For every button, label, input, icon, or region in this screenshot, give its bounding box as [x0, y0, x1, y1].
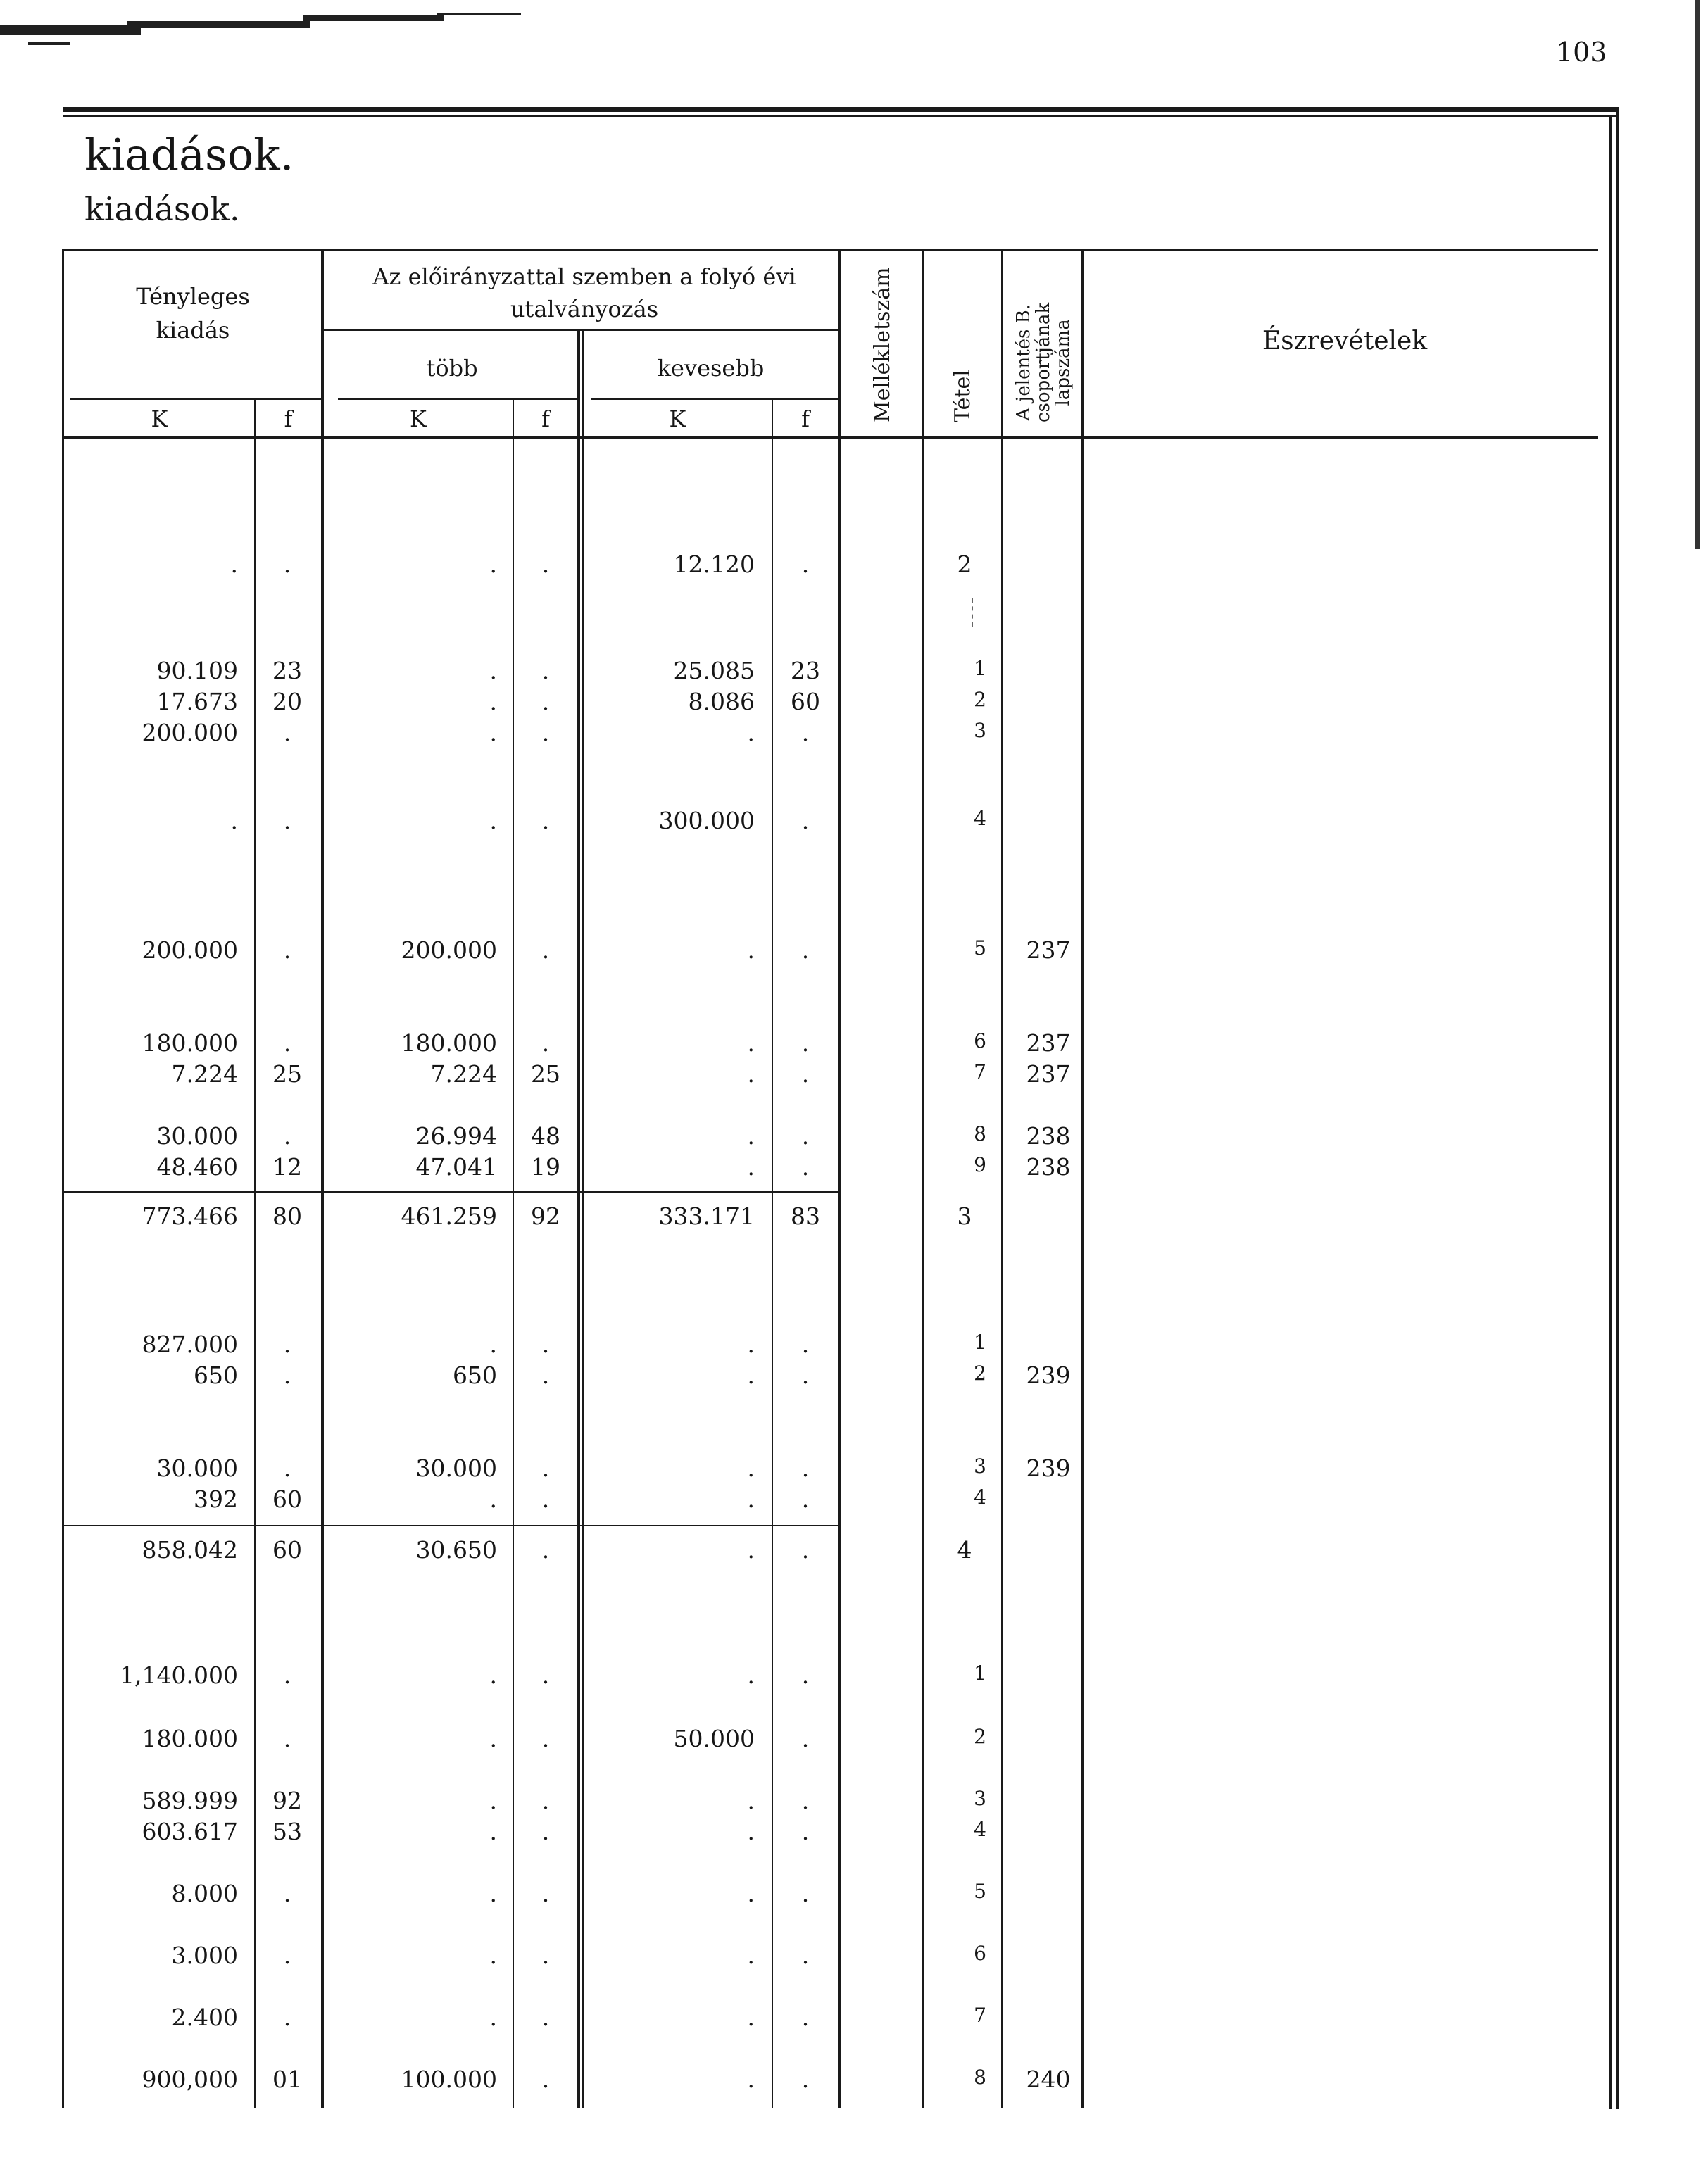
sum-rule-1 — [63, 1191, 838, 1193]
cell-less-f: . — [801, 1454, 810, 1482]
header-item: Tétel — [950, 370, 975, 422]
cell-page: 240 — [1026, 2066, 1071, 2093]
cell-item: 7 — [974, 2004, 986, 2027]
header-report-line1: A jelentés B. — [1013, 303, 1034, 421]
cell-item: 1 — [974, 657, 986, 680]
cell-more-k: . — [489, 1942, 497, 1969]
cell-less-k: 25.085 — [673, 657, 755, 684]
cell-more-f: . — [541, 1725, 550, 1752]
cell-more-f: . — [541, 1880, 550, 1907]
cell-actual-k: 589.999 — [142, 1787, 238, 1814]
cell-item: 6 — [974, 1942, 986, 1965]
header-remarks: Észrevételek — [1262, 327, 1428, 356]
cell-item: 6 — [974, 1029, 986, 1053]
cell-actual-f: 60 — [272, 1536, 302, 1564]
cell-less-k: . — [747, 2066, 755, 2093]
cell-more-k: 650 — [453, 1362, 497, 1389]
cell-item: 3 — [974, 1454, 986, 1478]
right-border-outer — [1616, 107, 1619, 2109]
cell-more-f: 19 — [531, 1153, 560, 1181]
cell-more-k: 200.000 — [401, 936, 497, 964]
cell-actual-k: . — [230, 807, 238, 834]
sum-rule-2 — [63, 1525, 838, 1526]
table-top-rule — [63, 249, 1598, 251]
cell-less-f: . — [801, 1029, 810, 1057]
cell-more-f: . — [541, 1536, 550, 1564]
section-title: kiadások. — [84, 129, 294, 180]
cell-actual-k: 90.109 — [156, 657, 238, 684]
cell-more-f: 48 — [531, 1122, 560, 1150]
cell-less-f: 23 — [791, 657, 820, 684]
cell-less-f: . — [801, 1661, 810, 1689]
cell-actual-k: 200.000 — [142, 719, 238, 746]
page-number: 103 — [1556, 37, 1607, 68]
cell-item: 3 — [974, 1787, 986, 1810]
cell-actual-k: 180.000 — [142, 1725, 238, 1752]
cell-item: 4 — [957, 1536, 972, 1564]
cell-actual-k: 858.042 — [142, 1536, 238, 1564]
cell-more-f: . — [541, 1485, 550, 1513]
header-actual-line2: kiadás — [156, 317, 230, 344]
header-bottom-rule — [63, 436, 1598, 439]
cell-item: 4 — [974, 1818, 986, 1841]
cell-actual-k: 3.000 — [171, 1942, 238, 1969]
col-line-more-end — [577, 331, 580, 2108]
header-less: kevesebb — [657, 355, 765, 382]
col-line-less-kf — [772, 400, 773, 2108]
cell-more-k: . — [489, 2004, 497, 2031]
cell-less-k: 300.000 — [658, 807, 755, 834]
cell-less-k: . — [747, 1536, 755, 1564]
cell-less-k: . — [747, 936, 755, 964]
cell-more-f: . — [541, 1029, 550, 1057]
cell-actual-k: 2.400 — [171, 2004, 238, 2031]
cell-more-k: . — [489, 657, 497, 684]
unit-k-more: K — [410, 406, 427, 432]
cell-actual-f: 53 — [272, 1818, 302, 1845]
cell-actual-f: . — [283, 1942, 291, 1969]
cell-less-f: . — [801, 1725, 810, 1752]
cell-more-f: . — [541, 1331, 550, 1358]
cell-item: 5 — [974, 936, 986, 960]
cell-item: 1 — [974, 1661, 986, 1685]
cell-actual-k: 773.466 — [142, 1202, 238, 1230]
cell-actual-f: 80 — [272, 1202, 302, 1230]
cell-more-f: . — [541, 719, 550, 746]
cell-less-k: . — [747, 1454, 755, 1482]
header-comparison: Az előirányzattal szemben a folyó évi utalványozás — [372, 263, 796, 322]
cell-item: 5 — [974, 1880, 986, 1903]
cell-item: 2 — [957, 551, 972, 578]
col-line-actual-kf — [254, 400, 256, 2108]
cell-more-k: . — [489, 1331, 497, 1358]
cell-less-f: . — [801, 719, 810, 746]
cell-more-k: 26.994 — [415, 1122, 497, 1150]
cell-less-k: 12.120 — [673, 551, 755, 578]
cell-more-f: . — [541, 1818, 550, 1845]
cell-actual-k: 30.000 — [156, 1454, 238, 1482]
cell-more-f: 25 — [531, 1060, 560, 1088]
header-report-line2: csoportjának — [1033, 302, 1054, 422]
cell-actual-f: . — [283, 1331, 291, 1358]
cell-less-k: . — [747, 1485, 755, 1513]
cell-less-f: . — [801, 2004, 810, 2031]
cell-less-f: 60 — [791, 688, 820, 715]
cell-more-f: 92 — [531, 1202, 560, 1230]
cell-more-f: . — [541, 2066, 550, 2093]
cell-actual-k: . — [230, 551, 238, 578]
cell-more-k: 30.650 — [415, 1536, 497, 1564]
cell-actual-k: 180.000 — [142, 1029, 238, 1057]
cell-more-f: . — [541, 1787, 550, 1814]
cell-item: 9 — [974, 1153, 986, 1176]
unit-k-less: K — [669, 406, 686, 432]
cell-item: 2 — [974, 688, 986, 711]
cell-more-k: . — [489, 1880, 497, 1907]
cell-actual-k: 30.000 — [156, 1122, 238, 1150]
cell-item: 4 — [974, 1485, 986, 1509]
cell-more-k: . — [489, 1818, 497, 1845]
unit-rule-actual — [70, 398, 321, 400]
cell-actual-f: . — [283, 1880, 291, 1907]
scan-artifact — [0, 0, 620, 56]
cell-less-f: . — [801, 2066, 810, 2093]
col-line-more-kf — [513, 400, 514, 2108]
col-line-page-end — [1081, 249, 1084, 2108]
col-line-more-end-b — [582, 331, 584, 2108]
top-rule — [63, 107, 1619, 112]
cell-more-f: . — [541, 1942, 550, 1969]
cell-actual-k: 17.673 — [156, 688, 238, 715]
cell-less-k: . — [747, 1153, 755, 1181]
cell-less-f: . — [801, 1331, 810, 1358]
cell-actual-k: 650 — [194, 1362, 238, 1389]
cell-item: 2 — [974, 1725, 986, 1748]
cell-actual-k: 8.000 — [171, 1880, 238, 1907]
cell-less-k: . — [747, 1880, 755, 1907]
cell-more-f: . — [541, 657, 550, 684]
cell-more-f: . — [541, 1454, 550, 1482]
cell-page: 237 — [1026, 1029, 1071, 1057]
cell-more-k: 47.041 — [415, 1153, 497, 1181]
cell-more-k: . — [489, 1787, 497, 1814]
cell-less-k: . — [747, 1331, 755, 1358]
cell-item: 2 — [974, 1362, 986, 1385]
cell-less-k: 333.171 — [658, 1202, 755, 1230]
cell-more-k: 461.259 — [401, 1202, 497, 1230]
unit-f-less: f — [801, 406, 810, 432]
right-border — [1609, 117, 1612, 2109]
item-column-dash — [972, 598, 973, 627]
header-attachment-number: Mellékletszám — [870, 267, 895, 422]
cell-actual-f: 92 — [272, 1787, 302, 1814]
unit-f-actual: f — [284, 406, 293, 432]
cell-more-k: . — [489, 807, 497, 834]
cell-more-k: . — [489, 688, 497, 715]
cell-less-f: . — [801, 1362, 810, 1389]
cell-more-k: 7.224 — [430, 1060, 497, 1088]
cell-item: 4 — [974, 807, 986, 830]
section-subtitle: kiadások. — [84, 190, 240, 228]
cell-actual-k: 603.617 — [142, 1818, 238, 1845]
cell-less-k: 8.086 — [688, 688, 755, 715]
cell-actual-k: 200.000 — [142, 936, 238, 964]
cell-actual-f: 60 — [272, 1485, 302, 1513]
unit-f-more: f — [541, 406, 550, 432]
cell-less-k: . — [747, 1661, 755, 1689]
cell-less-k: . — [747, 1060, 755, 1088]
col-line-attach-end — [922, 249, 924, 2108]
cell-actual-f: . — [283, 719, 291, 746]
col-line-less-end — [838, 249, 841, 2108]
cell-actual-f: . — [283, 936, 291, 964]
top-rule-thin — [63, 115, 1619, 117]
cell-less-f: . — [801, 551, 810, 578]
cell-item: 3 — [974, 719, 986, 742]
cell-less-f: . — [801, 1485, 810, 1513]
cell-more-f: . — [541, 688, 550, 715]
cell-actual-f: . — [283, 1725, 291, 1752]
cell-more-k: . — [489, 1661, 497, 1689]
cell-less-f: . — [801, 1787, 810, 1814]
cell-more-f: . — [541, 1362, 550, 1389]
header-report-page — [1014, 303, 1073, 422]
cell-actual-f: . — [283, 551, 291, 578]
cell-less-f: . — [801, 1536, 810, 1564]
cell-actual-f: . — [283, 1454, 291, 1482]
cell-less-k: . — [747, 1818, 755, 1845]
cell-actual-k: 7.224 — [171, 1060, 238, 1088]
cell-less-k: 50.000 — [673, 1725, 755, 1752]
header-actual-expense — [65, 280, 321, 346]
cell-less-k: . — [747, 1362, 755, 1389]
cell-actual-f: 01 — [272, 2066, 302, 2093]
cell-less-k: . — [747, 1122, 755, 1150]
cell-less-f: . — [801, 1153, 810, 1181]
cell-page: 239 — [1026, 1362, 1071, 1389]
cell-less-f: . — [801, 1942, 810, 1969]
cell-actual-k: 1,140.000 — [120, 1661, 238, 1689]
cell-more-k: . — [489, 719, 497, 746]
cell-actual-f: . — [283, 2004, 291, 2031]
header-actual-line1: Tényleges — [136, 283, 250, 310]
cell-actual-f: . — [283, 1362, 291, 1389]
cell-more-k: . — [489, 1725, 497, 1752]
comparison-rule — [324, 329, 838, 331]
cell-less-f: . — [801, 807, 810, 834]
cell-actual-f: . — [283, 807, 291, 834]
cell-actual-f: 20 — [272, 688, 302, 715]
cell-more-k: 100.000 — [401, 2066, 497, 2093]
unit-rule-less — [591, 398, 838, 400]
cell-actual-k: 48.460 — [156, 1153, 238, 1181]
cell-item: 3 — [957, 1202, 972, 1230]
cell-less-f: . — [801, 1818, 810, 1845]
cell-more-f: . — [541, 1661, 550, 1689]
cell-actual-k: 900,000 — [142, 2066, 238, 2093]
cell-item: 8 — [974, 2066, 986, 2089]
cell-actual-f: . — [283, 1661, 291, 1689]
cell-more-f: . — [541, 2004, 550, 2031]
cell-more-f: . — [541, 807, 550, 834]
cell-less-k: . — [747, 719, 755, 746]
cell-more-k: 30.000 — [415, 1454, 497, 1482]
cell-page: 237 — [1026, 1060, 1071, 1088]
cell-less-f: 83 — [791, 1202, 820, 1230]
cell-actual-f: 12 — [272, 1153, 302, 1181]
header-report-line3: lapszáma — [1053, 319, 1074, 406]
cell-page: 238 — [1026, 1122, 1071, 1150]
cell-item: 1 — [974, 1331, 986, 1354]
unit-rule-more — [338, 398, 577, 400]
cell-more-k: 180.000 — [401, 1029, 497, 1057]
cell-more-k: . — [489, 551, 497, 578]
cell-less-k: . — [747, 1029, 755, 1057]
cell-actual-f: . — [283, 1029, 291, 1057]
cell-page: 237 — [1026, 936, 1071, 964]
edge-artifact — [1695, 0, 1700, 549]
cell-less-f: . — [801, 1060, 810, 1088]
cell-actual-f: . — [283, 1122, 291, 1150]
cell-actual-f: 25 — [272, 1060, 302, 1088]
cell-less-k: . — [747, 2004, 755, 2031]
cell-less-f: . — [801, 1122, 810, 1150]
header-more: több — [426, 355, 478, 382]
cell-item: 7 — [974, 1060, 986, 1083]
cell-more-f: . — [541, 936, 550, 964]
cell-page: 238 — [1026, 1153, 1071, 1181]
cell-more-k: . — [489, 1485, 497, 1513]
cell-page: 239 — [1026, 1454, 1071, 1482]
cell-actual-k: 827.000 — [142, 1331, 238, 1358]
cell-actual-k: 392 — [194, 1485, 238, 1513]
cell-actual-f: 23 — [272, 657, 302, 684]
unit-k-actual: K — [151, 406, 168, 432]
cell-less-f: . — [801, 936, 810, 964]
col-line-actual-end — [321, 249, 324, 2108]
cell-item: 8 — [974, 1122, 986, 1145]
cell-more-f: . — [541, 551, 550, 578]
cell-less-k: . — [747, 1942, 755, 1969]
cell-less-f: . — [801, 1880, 810, 1907]
cell-less-k: . — [747, 1787, 755, 1814]
col-line-left — [62, 249, 64, 2108]
